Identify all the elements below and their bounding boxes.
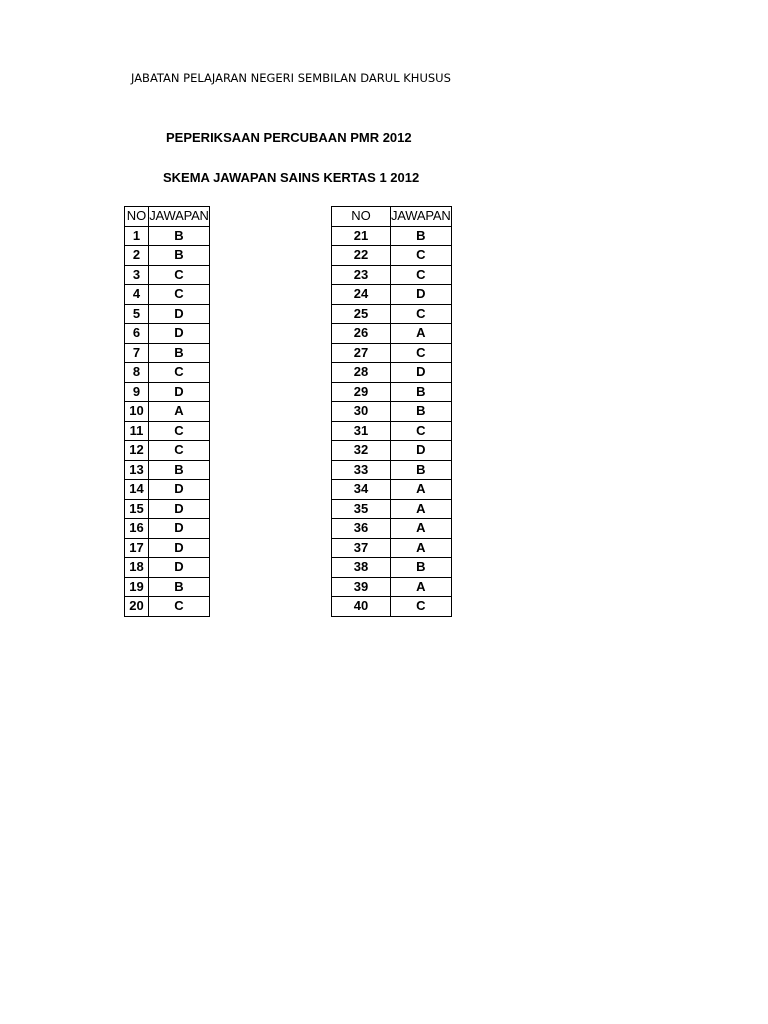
table-row: [125, 519, 210, 539]
table-row: [332, 265, 452, 285]
answer-letter: C: [149, 421, 210, 441]
answer-letter: A: [391, 324, 452, 344]
question-number: 12: [125, 441, 149, 461]
answer-letter: A: [149, 402, 210, 422]
column-header-answer: JAWAPAN: [391, 207, 452, 227]
question-number: 18: [125, 558, 149, 578]
answer-letter: A: [391, 480, 452, 500]
table-row: [125, 246, 210, 266]
question-number: 25: [332, 304, 391, 324]
answer-letter: C: [149, 597, 210, 617]
organization-title: JABATAN PELAJARAN NEGERI SEMBILAN DARUL KHUSUS: [131, 71, 451, 85]
table-row: [125, 402, 210, 422]
answer-letter: D: [149, 480, 210, 500]
question-number: 13: [125, 460, 149, 480]
table-row: [332, 460, 452, 480]
answer-letter: D: [391, 363, 452, 383]
question-number: 37: [332, 538, 391, 558]
question-number: 3: [125, 265, 149, 285]
answer-letter: B: [391, 226, 452, 246]
answer-letter: D: [149, 324, 210, 344]
answer-letter: B: [149, 577, 210, 597]
table-row: [125, 480, 210, 500]
answer-letter: D: [391, 285, 452, 305]
table-row: [332, 304, 452, 324]
question-number: 33: [332, 460, 391, 480]
question-number: 17: [125, 538, 149, 558]
answer-letter: A: [391, 577, 452, 597]
answer-letter: A: [391, 519, 452, 539]
question-number: 27: [332, 343, 391, 363]
question-number: 26: [332, 324, 391, 344]
question-number: 15: [125, 499, 149, 519]
table-row: [125, 538, 210, 558]
table-row: [332, 499, 452, 519]
table-row: [125, 460, 210, 480]
table-header-row: [125, 207, 210, 227]
table-row: [125, 324, 210, 344]
question-number: 30: [332, 402, 391, 422]
question-number: 5: [125, 304, 149, 324]
answer-letter: B: [149, 246, 210, 266]
question-number: 34: [332, 480, 391, 500]
table-row: [125, 265, 210, 285]
question-number: 10: [125, 402, 149, 422]
table-row: [125, 285, 210, 305]
table-row: [332, 285, 452, 305]
table-row: [125, 577, 210, 597]
answer-letter: C: [391, 421, 452, 441]
question-number: 36: [332, 519, 391, 539]
table-row: [125, 441, 210, 461]
answer-letter: B: [391, 382, 452, 402]
answer-letter: C: [149, 441, 210, 461]
answer-letter: D: [149, 499, 210, 519]
table-row: [125, 343, 210, 363]
answer-letter: C: [391, 265, 452, 285]
table-row: [332, 480, 452, 500]
answer-table-right: [331, 206, 452, 617]
answer-table-left: [124, 206, 210, 617]
answer-letter: D: [149, 519, 210, 539]
question-number: 32: [332, 441, 391, 461]
question-number: 8: [125, 363, 149, 383]
table-row: [125, 597, 210, 617]
answer-letter: C: [391, 304, 452, 324]
column-header-no: NO: [332, 207, 391, 227]
table-row: [125, 363, 210, 383]
answer-letter: C: [149, 265, 210, 285]
table-row: [332, 226, 452, 246]
answer-letter: B: [149, 226, 210, 246]
table-row: [332, 441, 452, 461]
answer-letter: C: [149, 285, 210, 305]
answer-letter: C: [391, 343, 452, 363]
table-row: [332, 577, 452, 597]
answer-letter: D: [391, 441, 452, 461]
answer-letter: D: [149, 304, 210, 324]
exam-title: PEPERIKSAAN PERCUBAAN PMR 2012: [166, 130, 412, 145]
question-number: 40: [332, 597, 391, 617]
answer-letter: C: [391, 597, 452, 617]
table-row: [332, 382, 452, 402]
question-number: 11: [125, 421, 149, 441]
question-number: 14: [125, 480, 149, 500]
column-header-no: NO: [125, 207, 149, 227]
table-row: [125, 499, 210, 519]
answer-letter: C: [149, 363, 210, 383]
question-number: 31: [332, 421, 391, 441]
question-number: 20: [125, 597, 149, 617]
answer-letter: A: [391, 499, 452, 519]
table-row: [332, 324, 452, 344]
question-number: 22: [332, 246, 391, 266]
question-number: 38: [332, 558, 391, 578]
answer-letter: B: [149, 460, 210, 480]
question-number: 2: [125, 246, 149, 266]
table-row: [332, 421, 452, 441]
table-row: [332, 246, 452, 266]
answer-rows-left: [125, 226, 210, 616]
table-row: [332, 558, 452, 578]
question-number: 16: [125, 519, 149, 539]
table-row: [332, 402, 452, 422]
question-number: 7: [125, 343, 149, 363]
answer-letter: A: [391, 538, 452, 558]
answer-letter: B: [391, 460, 452, 480]
table-row: [332, 363, 452, 383]
table-row: [125, 382, 210, 402]
answer-letter: B: [391, 558, 452, 578]
table-row: [332, 519, 452, 539]
column-header-answer: JAWAPAN: [149, 207, 210, 227]
table-row: [125, 304, 210, 324]
table-row: [332, 343, 452, 363]
answer-letter: D: [149, 382, 210, 402]
answer-rows-right: [332, 226, 452, 616]
table-row: [125, 226, 210, 246]
question-number: 24: [332, 285, 391, 305]
table-row: [125, 558, 210, 578]
question-number: 1: [125, 226, 149, 246]
question-number: 35: [332, 499, 391, 519]
table-row: [332, 597, 452, 617]
question-number: 39: [332, 577, 391, 597]
question-number: 23: [332, 265, 391, 285]
question-number: 6: [125, 324, 149, 344]
question-number: 29: [332, 382, 391, 402]
question-number: 19: [125, 577, 149, 597]
table-header-row: [332, 207, 452, 227]
table-row: [125, 421, 210, 441]
question-number: 28: [332, 363, 391, 383]
table-row: [332, 538, 452, 558]
answer-letter: C: [391, 246, 452, 266]
answer-letter: D: [149, 538, 210, 558]
question-number: 21: [332, 226, 391, 246]
question-number: 4: [125, 285, 149, 305]
answer-letter: B: [149, 343, 210, 363]
answer-letter: D: [149, 558, 210, 578]
question-number: 9: [125, 382, 149, 402]
scheme-title: SKEMA JAWAPAN SAINS KERTAS 1 2012: [163, 170, 420, 185]
answer-letter: B: [391, 402, 452, 422]
